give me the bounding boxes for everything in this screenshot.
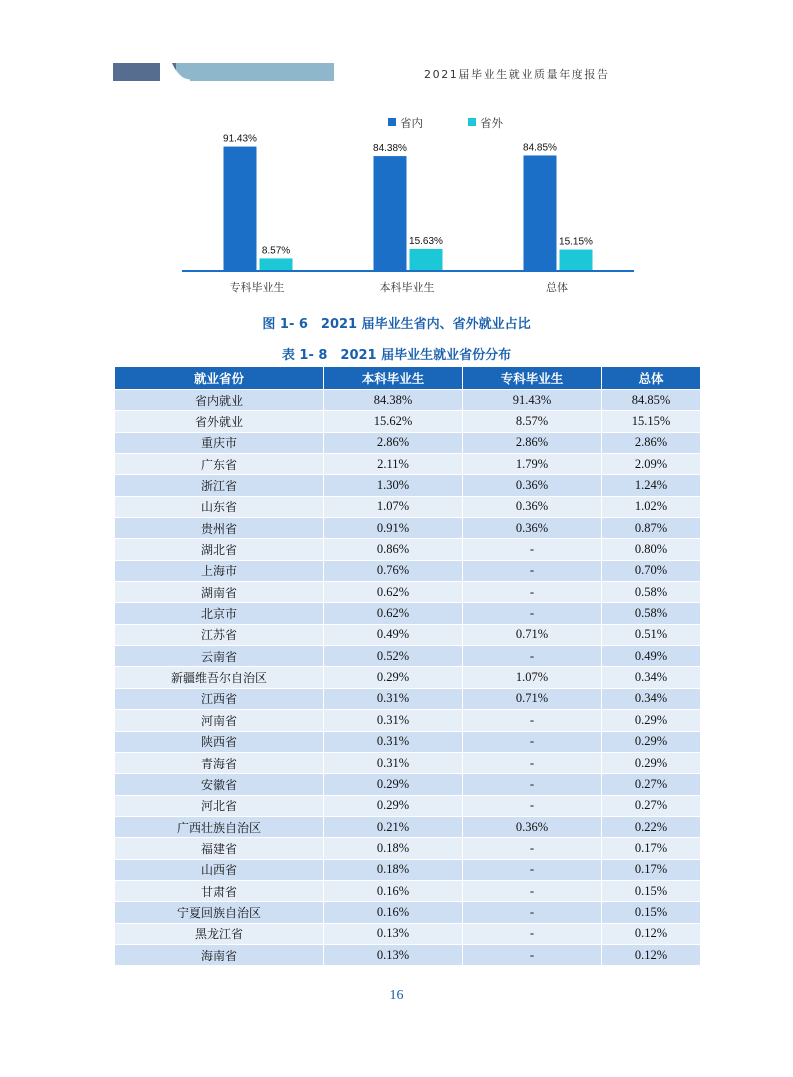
cell-province: 江苏省	[115, 624, 324, 645]
table-row	[115, 624, 701, 645]
cell-province: 黑龙江省	[115, 923, 324, 944]
cell-province: 福建省	[115, 838, 324, 859]
cell-province: 青海省	[115, 752, 324, 773]
cell-overall: 0.12%	[602, 944, 701, 965]
cell-undergrad: 0.49%	[324, 624, 463, 645]
table-row	[115, 774, 701, 795]
cell-junior-college: 8.57%	[463, 411, 602, 432]
cell-province: 新疆维吾尔自治区	[115, 667, 324, 688]
bar	[260, 258, 293, 270]
cell-province: 海南省	[115, 944, 324, 965]
cell-province: 湖南省	[115, 582, 324, 603]
cell-province: 重庆市	[115, 432, 324, 453]
cell-province: 山西省	[115, 859, 324, 880]
cell-overall: 0.70%	[602, 560, 701, 581]
cell-province: 北京市	[115, 603, 324, 624]
cell-overall: 1.24%	[602, 475, 701, 496]
table-row	[115, 496, 701, 517]
table-row	[115, 411, 701, 432]
header-junior-college: 专科毕业生	[463, 367, 602, 390]
bar-value-label: 84.85%	[523, 142, 557, 154]
cell-overall: 0.27%	[602, 795, 701, 816]
cell-overall: 84.85%	[602, 390, 701, 411]
cell-overall: 0.58%	[602, 603, 701, 624]
cell-junior-college: -	[463, 731, 602, 752]
cell-junior-college: -	[463, 774, 602, 795]
table-row	[115, 752, 701, 773]
cell-province: 浙江省	[115, 475, 324, 496]
bar	[560, 250, 593, 270]
cell-overall: 0.34%	[602, 667, 701, 688]
table-caption: 表 1- 8 2021 届毕业生就业省份分布	[281, 348, 512, 363]
cell-undergrad: 0.29%	[324, 774, 463, 795]
cell-junior-college: -	[463, 710, 602, 731]
cell-overall: 0.34%	[602, 688, 701, 709]
table-row	[115, 710, 701, 731]
cell-province: 江西省	[115, 688, 324, 709]
cell-junior-college: -	[463, 646, 602, 667]
table-row	[115, 667, 701, 688]
cell-junior-college: 0.36%	[463, 496, 602, 517]
table-row	[115, 838, 701, 859]
cell-junior-college: -	[463, 582, 602, 603]
category-label: 总体	[546, 281, 568, 294]
table-row	[115, 390, 701, 411]
chart-legend	[388, 116, 503, 130]
cell-overall: 0.17%	[602, 838, 701, 859]
cell-junior-college: 0.71%	[463, 688, 602, 709]
cell-undergrad: 0.29%	[324, 667, 463, 688]
cell-undergrad: 0.29%	[324, 795, 463, 816]
figure-caption: 图 1- 6 2021 届毕业生省内、省外就业占比	[262, 317, 531, 332]
cell-undergrad: 15.62%	[324, 411, 463, 432]
cell-overall: 0.29%	[602, 710, 701, 731]
cell-undergrad: 0.13%	[324, 944, 463, 965]
cell-province: 湖北省	[115, 539, 324, 560]
cell-junior-college: 0.36%	[463, 518, 602, 539]
table-row	[115, 816, 701, 837]
cell-overall: 0.51%	[602, 624, 701, 645]
table-row	[115, 795, 701, 816]
cell-overall: 0.87%	[602, 518, 701, 539]
cell-undergrad: 1.07%	[324, 496, 463, 517]
cell-province: 甘肃省	[115, 880, 324, 901]
cell-overall: 2.09%	[602, 454, 701, 475]
table-row	[115, 944, 701, 965]
cell-overall: 0.15%	[602, 880, 701, 901]
cell-province: 贵州省	[115, 518, 324, 539]
table-row	[115, 454, 701, 475]
cell-junior-college: -	[463, 795, 602, 816]
table-row	[115, 902, 701, 923]
cell-overall: 2.86%	[602, 432, 701, 453]
cell-junior-college: -	[463, 923, 602, 944]
cell-undergrad: 0.21%	[324, 816, 463, 837]
cell-undergrad: 0.31%	[324, 688, 463, 709]
cell-undergrad: 0.16%	[324, 902, 463, 923]
cell-undergrad: 84.38%	[324, 390, 463, 411]
bar	[524, 155, 557, 270]
legend-label: 省外	[480, 116, 503, 130]
cell-junior-college: -	[463, 752, 602, 773]
table-row	[115, 688, 701, 709]
cell-junior-college: 0.71%	[463, 624, 602, 645]
cell-province: 上海市	[115, 560, 324, 581]
cell-junior-college: 1.07%	[463, 667, 602, 688]
bar-value-label: 15.15%	[559, 236, 593, 248]
cell-undergrad: 0.52%	[324, 646, 463, 667]
header-title: 2021届毕业生就业质量年度报告	[424, 68, 610, 81]
province-distribution-table	[114, 366, 701, 966]
cell-overall: 0.29%	[602, 752, 701, 773]
cell-undergrad: 0.31%	[324, 752, 463, 773]
cell-junior-college: -	[463, 838, 602, 859]
cell-province: 云南省	[115, 646, 324, 667]
cell-undergrad: 0.18%	[324, 859, 463, 880]
legend-swatch	[468, 118, 476, 126]
bar-value-label: 84.38%	[373, 143, 407, 155]
cell-junior-college: 1.79%	[463, 454, 602, 475]
bar-value-label: 8.57%	[261, 245, 291, 257]
cell-province: 河北省	[115, 795, 324, 816]
cell-junior-college: 91.43%	[463, 390, 602, 411]
cell-overall: 0.12%	[602, 923, 701, 944]
cell-undergrad: 0.13%	[324, 923, 463, 944]
table-row	[115, 923, 701, 944]
table-row	[115, 475, 701, 496]
cell-undergrad: 0.76%	[324, 560, 463, 581]
cell-province: 广东省	[115, 454, 324, 475]
cell-junior-college: -	[463, 560, 602, 581]
chart-bars	[223, 134, 593, 270]
cell-undergrad: 0.18%	[324, 838, 463, 859]
cell-junior-college: -	[463, 859, 602, 880]
table-row	[115, 603, 701, 624]
cell-undergrad: 2.86%	[324, 432, 463, 453]
cell-province: 广西壮族自治区	[115, 816, 324, 837]
cell-province: 省外就业	[115, 411, 324, 432]
bar	[224, 147, 257, 270]
cell-junior-college: -	[463, 603, 602, 624]
cell-province: 河南省	[115, 710, 324, 731]
bar	[410, 249, 443, 270]
cell-junior-college: 2.86%	[463, 432, 602, 453]
cell-undergrad: 0.62%	[324, 603, 463, 624]
table-row	[115, 646, 701, 667]
header-province: 就业省份	[115, 367, 324, 390]
cell-province: 安徽省	[115, 774, 324, 795]
cell-overall: 0.22%	[602, 816, 701, 837]
cell-overall: 15.15%	[602, 411, 701, 432]
cell-province: 山东省	[115, 496, 324, 517]
cell-junior-college: -	[463, 880, 602, 901]
table-row	[115, 539, 701, 560]
legend-swatch	[388, 118, 396, 126]
cell-junior-college: -	[463, 539, 602, 560]
cell-overall: 0.15%	[602, 902, 701, 923]
table-row	[115, 880, 701, 901]
bar-chart	[0, 0, 793, 300]
cell-overall: 0.29%	[602, 731, 701, 752]
cell-undergrad: 0.31%	[324, 731, 463, 752]
legend-label: 省内	[400, 116, 423, 130]
bar-value-label: 15.63%	[409, 235, 443, 247]
table-row	[115, 432, 701, 453]
cell-junior-college: 0.36%	[463, 475, 602, 496]
cell-province: 宁夏回族自治区	[115, 902, 324, 923]
cell-overall: 0.17%	[602, 859, 701, 880]
header-overall: 总体	[602, 367, 701, 390]
cell-junior-college: -	[463, 944, 602, 965]
cell-undergrad: 2.11%	[324, 454, 463, 475]
header-undergrad: 本科毕业生	[324, 367, 463, 390]
table-row	[115, 582, 701, 603]
bar	[374, 156, 407, 270]
bar-value-label: 91.43%	[223, 133, 257, 145]
table-row	[115, 560, 701, 581]
cell-province: 陕西省	[115, 731, 324, 752]
chart-categories	[230, 280, 569, 294]
cell-junior-college: -	[463, 902, 602, 923]
cell-overall: 0.27%	[602, 774, 701, 795]
cell-junior-college: 0.36%	[463, 816, 602, 837]
cell-undergrad: 0.31%	[324, 710, 463, 731]
table-row	[115, 518, 701, 539]
category-label: 本科毕业生	[379, 281, 435, 294]
cell-undergrad: 0.86%	[324, 539, 463, 560]
cell-undergrad: 0.16%	[324, 880, 463, 901]
cell-undergrad: 1.30%	[324, 475, 463, 496]
table-header-row	[115, 367, 701, 390]
cell-undergrad: 0.62%	[324, 582, 463, 603]
category-label: 专科毕业生	[229, 281, 285, 294]
cell-province: 省内就业	[115, 390, 324, 411]
cell-overall: 0.58%	[602, 582, 701, 603]
cell-undergrad: 0.91%	[324, 518, 463, 539]
page-number: 16	[389, 988, 404, 1003]
table-row	[115, 859, 701, 880]
cell-overall: 1.02%	[602, 496, 701, 517]
cell-overall: 0.80%	[602, 539, 701, 560]
table-row	[115, 731, 701, 752]
cell-overall: 0.49%	[602, 646, 701, 667]
